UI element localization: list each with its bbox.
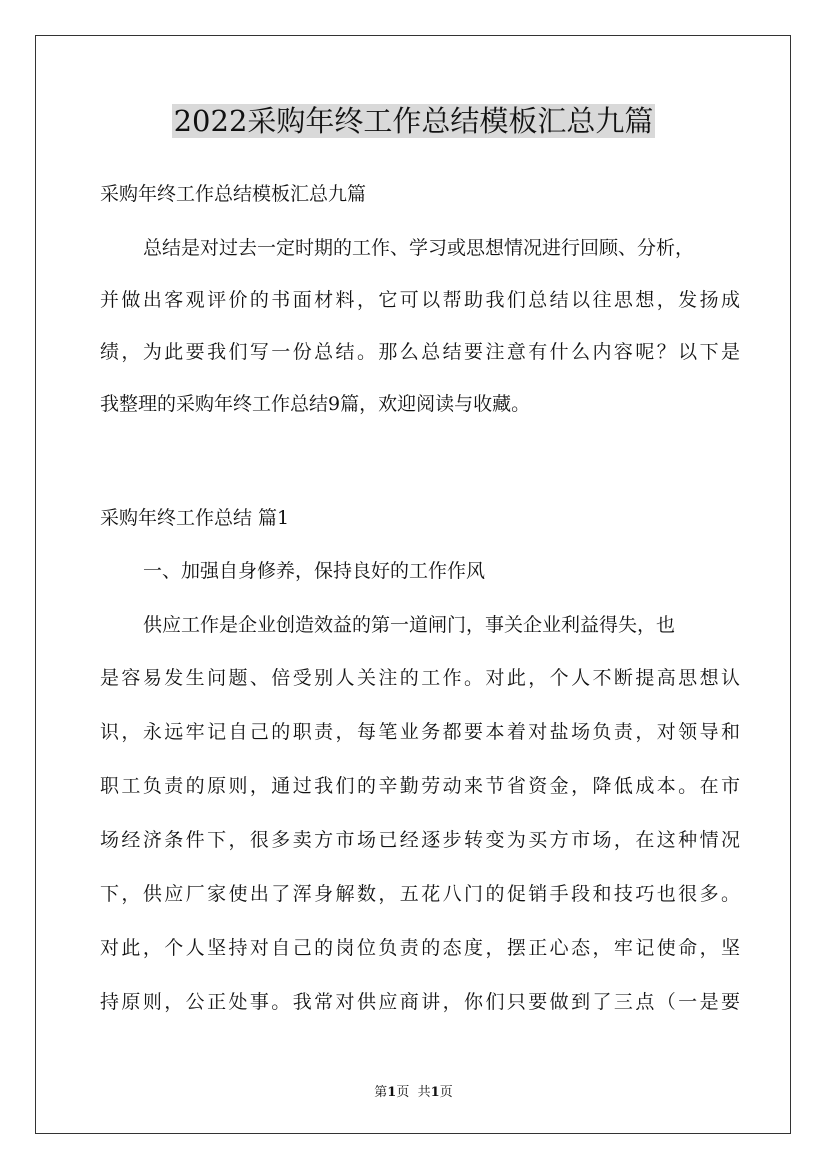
total-label-prefix: 共 — [417, 1085, 431, 1100]
intro-line: 并做出客观评价的书面材料，它可以帮助我们总结以往思想，发扬成 — [100, 289, 740, 311]
page-number: 1 — [387, 1085, 397, 1100]
total-pages: 1 — [430, 1085, 440, 1100]
body-line: 场经济条件下，很多卖方市场已经逐步转变为买方市场，在这种情况 — [100, 829, 740, 851]
page-footer — [0, 1084, 827, 1102]
total-label-unit: 页 — [439, 1085, 453, 1100]
document-title: 2022采购年终工作总结模板汇总九篇 — [173, 104, 654, 138]
body-line: 持原则，公正处事。我常对供应商讲，你们只要做到了三点（一是要 — [100, 991, 740, 1013]
intro-line: 我整理的采购年终工作总结9篇，欢迎阅读与收藏。 — [100, 393, 531, 415]
body-line: 职工负责的原则，通过我们的辛勤劳动来节省资金，降低成本。在市 — [100, 775, 740, 797]
page-label-unit: 页 — [396, 1085, 410, 1100]
intro-line: 总结是对过去一定时期的工作、学习或思想情况进行回顾、分析， — [143, 237, 695, 259]
body-line: 识，永远牢记自己的职责，每笔业务都要本着对盐场负责，对领导和 — [100, 721, 740, 743]
body-line: 是容易发生问题、倍受别人关注的工作。对此，个人不断提高思想认 — [100, 667, 740, 689]
section-subheading: 一、加强自身修养，保持良好的工作作风 — [143, 560, 486, 582]
section-heading: 采购年终工作总结 篇1 — [100, 507, 290, 529]
intro-line: 绩，为此要我们写一份总结。那么总结要注意有什么内容呢？以下是 — [100, 341, 740, 363]
body-line: 下，供应厂家使出了浑身解数，五花八门的促销手段和技巧也很多。 — [100, 883, 740, 905]
page-label-prefix: 第 — [374, 1085, 388, 1100]
body-line: 对此，个人坚持对自己的岗位负责的态度，摆正心态，牢记使命，坚 — [100, 937, 740, 959]
body-line: 供应工作是企业创造效益的第一道闸门，事关企业利益得失，也 — [143, 614, 676, 636]
document-subtitle: 采购年终工作总结模板汇总九篇 — [100, 183, 367, 205]
